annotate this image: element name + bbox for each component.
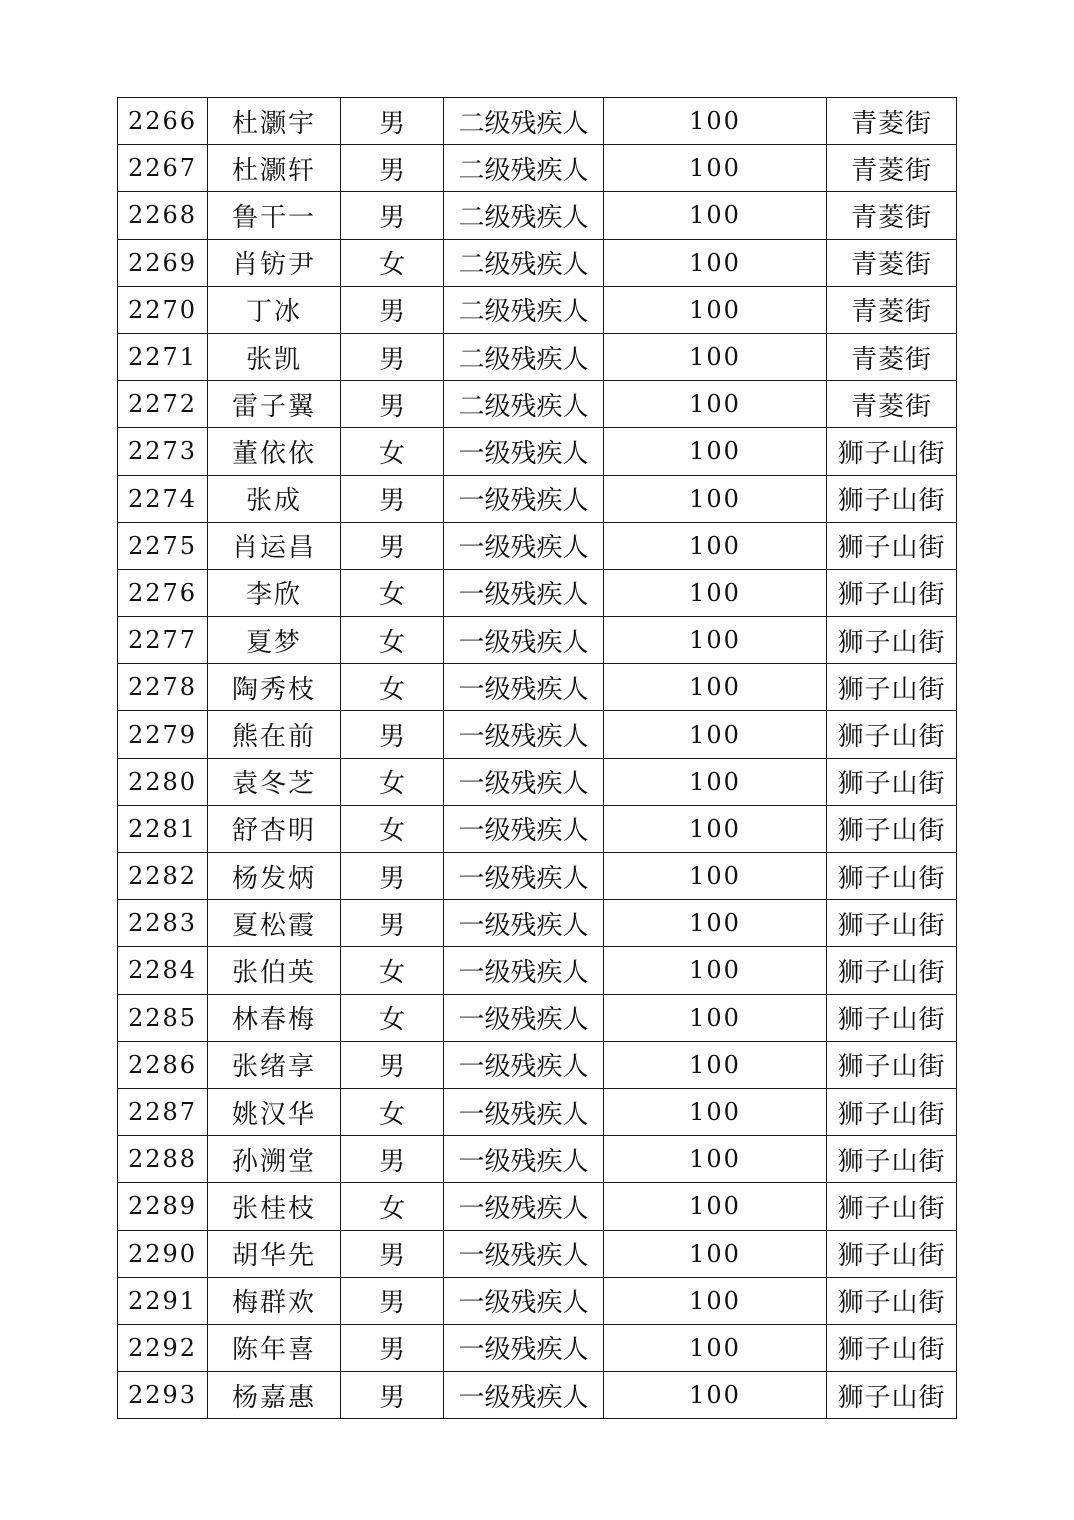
gender-cell: 女 xyxy=(341,994,444,1041)
disability-level-cell: 一级残疾人 xyxy=(444,900,604,947)
gender-cell: 女 xyxy=(341,569,444,616)
amount-cell: 100 xyxy=(604,1183,827,1230)
gender-cell: 男 xyxy=(341,475,444,522)
amount-cell: 100 xyxy=(604,145,827,192)
name-cell: 梅群欢 xyxy=(208,1277,341,1324)
gender-cell: 女 xyxy=(341,664,444,711)
table-row xyxy=(118,1324,957,1371)
amount-cell: 100 xyxy=(604,192,827,239)
amount-cell: 100 xyxy=(604,1136,827,1183)
amount-cell: 100 xyxy=(604,711,827,758)
disability-level-cell: 二级残疾人 xyxy=(444,286,604,333)
gender-cell: 女 xyxy=(341,1183,444,1230)
name-cell: 丁冰 xyxy=(208,286,341,333)
beneficiary-table xyxy=(117,97,957,1419)
serial-number-cell: 2283 xyxy=(118,900,208,947)
name-cell: 肖运昌 xyxy=(208,522,341,569)
street-cell: 青菱街 xyxy=(827,286,957,333)
amount-cell: 100 xyxy=(604,475,827,522)
serial-number-cell: 2272 xyxy=(118,381,208,428)
table-row xyxy=(118,1277,957,1324)
street-cell: 狮子山街 xyxy=(827,1230,957,1277)
name-cell: 林春梅 xyxy=(208,994,341,1041)
name-cell: 姚汉华 xyxy=(208,1088,341,1135)
amount-cell: 100 xyxy=(604,994,827,1041)
table-row xyxy=(118,98,957,145)
street-cell: 狮子山街 xyxy=(827,664,957,711)
name-cell: 雷子翼 xyxy=(208,381,341,428)
street-cell: 狮子山街 xyxy=(827,711,957,758)
gender-cell: 男 xyxy=(341,98,444,145)
disability-level-cell: 一级残疾人 xyxy=(444,1041,604,1088)
name-cell: 张伯英 xyxy=(208,947,341,994)
amount-cell: 100 xyxy=(604,98,827,145)
gender-cell: 男 xyxy=(341,192,444,239)
table-row xyxy=(118,758,957,805)
street-cell: 狮子山街 xyxy=(827,1041,957,1088)
street-cell: 狮子山街 xyxy=(827,1183,957,1230)
gender-cell: 男 xyxy=(341,1324,444,1371)
table-row xyxy=(118,1088,957,1135)
name-cell: 杨发炳 xyxy=(208,853,341,900)
amount-cell: 100 xyxy=(604,1088,827,1135)
table-row xyxy=(118,428,957,475)
street-cell: 狮子山街 xyxy=(827,522,957,569)
street-cell: 狮子山街 xyxy=(827,428,957,475)
table-row xyxy=(118,617,957,664)
table-row xyxy=(118,145,957,192)
serial-number-cell: 2266 xyxy=(118,98,208,145)
table-row xyxy=(118,947,957,994)
gender-cell: 女 xyxy=(341,428,444,475)
disability-level-cell: 二级残疾人 xyxy=(444,192,604,239)
disability-level-cell: 一级残疾人 xyxy=(444,522,604,569)
gender-cell: 男 xyxy=(341,1230,444,1277)
serial-number-cell: 2291 xyxy=(118,1277,208,1324)
serial-number-cell: 2271 xyxy=(118,333,208,380)
street-cell: 狮子山街 xyxy=(827,853,957,900)
amount-cell: 100 xyxy=(604,381,827,428)
amount-cell: 100 xyxy=(604,853,827,900)
gender-cell: 男 xyxy=(341,853,444,900)
table-row xyxy=(118,1041,957,1088)
serial-number-cell: 2269 xyxy=(118,239,208,286)
name-cell: 陈年喜 xyxy=(208,1324,341,1371)
table-row xyxy=(118,994,957,1041)
amount-cell: 100 xyxy=(604,900,827,947)
serial-number-cell: 2267 xyxy=(118,145,208,192)
disability-level-cell: 二级残疾人 xyxy=(444,381,604,428)
table-body xyxy=(118,98,957,1419)
gender-cell: 男 xyxy=(341,1277,444,1324)
name-cell: 张桂枝 xyxy=(208,1183,341,1230)
table-row xyxy=(118,522,957,569)
gender-cell: 女 xyxy=(341,617,444,664)
name-cell: 孙溯堂 xyxy=(208,1136,341,1183)
serial-number-cell: 2281 xyxy=(118,805,208,852)
street-cell: 狮子山街 xyxy=(827,1372,957,1419)
street-cell: 青菱街 xyxy=(827,333,957,380)
serial-number-cell: 2273 xyxy=(118,428,208,475)
name-cell: 肖钫尹 xyxy=(208,239,341,286)
serial-number-cell: 2275 xyxy=(118,522,208,569)
disability-level-cell: 一级残疾人 xyxy=(444,1277,604,1324)
name-cell: 李欣 xyxy=(208,569,341,616)
table-row xyxy=(118,711,957,758)
table-row xyxy=(118,239,957,286)
gender-cell: 女 xyxy=(341,947,444,994)
amount-cell: 100 xyxy=(604,805,827,852)
table-row xyxy=(118,1183,957,1230)
serial-number-cell: 2280 xyxy=(118,758,208,805)
name-cell: 杨嘉惠 xyxy=(208,1372,341,1419)
street-cell: 狮子山街 xyxy=(827,1324,957,1371)
serial-number-cell: 2274 xyxy=(118,475,208,522)
gender-cell: 男 xyxy=(341,1372,444,1419)
disability-level-cell: 一级残疾人 xyxy=(444,947,604,994)
serial-number-cell: 2284 xyxy=(118,947,208,994)
street-cell: 狮子山街 xyxy=(827,994,957,1041)
name-cell: 张绪享 xyxy=(208,1041,341,1088)
disability-level-cell: 一级残疾人 xyxy=(444,758,604,805)
name-cell: 张凯 xyxy=(208,333,341,380)
serial-number-cell: 2279 xyxy=(118,711,208,758)
gender-cell: 男 xyxy=(341,522,444,569)
name-cell: 鲁干一 xyxy=(208,192,341,239)
serial-number-cell: 2276 xyxy=(118,569,208,616)
name-cell: 夏松霞 xyxy=(208,900,341,947)
table-row xyxy=(118,286,957,333)
name-cell: 熊在前 xyxy=(208,711,341,758)
street-cell: 狮子山街 xyxy=(827,569,957,616)
amount-cell: 100 xyxy=(604,1041,827,1088)
name-cell: 杜灏宇 xyxy=(208,98,341,145)
gender-cell: 女 xyxy=(341,1088,444,1135)
gender-cell: 男 xyxy=(341,1041,444,1088)
gender-cell: 男 xyxy=(341,900,444,947)
disability-level-cell: 一级残疾人 xyxy=(444,805,604,852)
disability-level-cell: 一级残疾人 xyxy=(444,853,604,900)
serial-number-cell: 2268 xyxy=(118,192,208,239)
serial-number-cell: 2286 xyxy=(118,1041,208,1088)
disability-level-cell: 一级残疾人 xyxy=(444,1372,604,1419)
street-cell: 狮子山街 xyxy=(827,758,957,805)
gender-cell: 男 xyxy=(341,145,444,192)
serial-number-cell: 2278 xyxy=(118,664,208,711)
amount-cell: 100 xyxy=(604,617,827,664)
gender-cell: 男 xyxy=(341,711,444,758)
disability-level-cell: 一级残疾人 xyxy=(444,664,604,711)
disability-level-cell: 二级残疾人 xyxy=(444,239,604,286)
amount-cell: 100 xyxy=(604,1230,827,1277)
serial-number-cell: 2292 xyxy=(118,1324,208,1371)
name-cell: 袁冬芝 xyxy=(208,758,341,805)
disability-level-cell: 一级残疾人 xyxy=(444,1183,604,1230)
name-cell: 夏梦 xyxy=(208,617,341,664)
table-row xyxy=(118,475,957,522)
street-cell: 狮子山街 xyxy=(827,1277,957,1324)
gender-cell: 女 xyxy=(341,805,444,852)
amount-cell: 100 xyxy=(604,1372,827,1419)
amount-cell: 100 xyxy=(604,1277,827,1324)
table-row xyxy=(118,853,957,900)
street-cell: 狮子山街 xyxy=(827,475,957,522)
street-cell: 狮子山街 xyxy=(827,947,957,994)
table-row xyxy=(118,1372,957,1419)
serial-number-cell: 2277 xyxy=(118,617,208,664)
table-row xyxy=(118,192,957,239)
disability-level-cell: 一级残疾人 xyxy=(444,569,604,616)
street-cell: 狮子山街 xyxy=(827,805,957,852)
amount-cell: 100 xyxy=(604,286,827,333)
street-cell: 狮子山街 xyxy=(827,617,957,664)
disability-level-cell: 二级残疾人 xyxy=(444,98,604,145)
street-cell: 狮子山街 xyxy=(827,1088,957,1135)
street-cell: 狮子山街 xyxy=(827,1136,957,1183)
street-cell: 狮子山街 xyxy=(827,900,957,947)
street-cell: 青菱街 xyxy=(827,145,957,192)
amount-cell: 100 xyxy=(604,522,827,569)
gender-cell: 男 xyxy=(341,381,444,428)
gender-cell: 男 xyxy=(341,286,444,333)
disability-level-cell: 二级残疾人 xyxy=(444,333,604,380)
serial-number-cell: 2285 xyxy=(118,994,208,1041)
disability-level-cell: 一级残疾人 xyxy=(444,1088,604,1135)
table-row xyxy=(118,569,957,616)
disability-level-cell: 一级残疾人 xyxy=(444,1230,604,1277)
table-row xyxy=(118,381,957,428)
street-cell: 青菱街 xyxy=(827,239,957,286)
street-cell: 青菱街 xyxy=(827,381,957,428)
amount-cell: 100 xyxy=(604,664,827,711)
amount-cell: 100 xyxy=(604,1324,827,1371)
name-cell: 董依依 xyxy=(208,428,341,475)
street-cell: 青菱街 xyxy=(827,192,957,239)
disability-level-cell: 一级残疾人 xyxy=(444,711,604,758)
serial-number-cell: 2293 xyxy=(118,1372,208,1419)
gender-cell: 女 xyxy=(341,758,444,805)
disability-level-cell: 一级残疾人 xyxy=(444,1324,604,1371)
disability-level-cell: 一级残疾人 xyxy=(444,428,604,475)
amount-cell: 100 xyxy=(604,239,827,286)
disability-level-cell: 一级残疾人 xyxy=(444,475,604,522)
serial-number-cell: 2282 xyxy=(118,853,208,900)
serial-number-cell: 2287 xyxy=(118,1088,208,1135)
disability-level-cell: 一级残疾人 xyxy=(444,1136,604,1183)
gender-cell: 女 xyxy=(341,239,444,286)
table-row xyxy=(118,664,957,711)
amount-cell: 100 xyxy=(604,333,827,380)
serial-number-cell: 2290 xyxy=(118,1230,208,1277)
serial-number-cell: 2289 xyxy=(118,1183,208,1230)
disability-level-cell: 二级残疾人 xyxy=(444,145,604,192)
amount-cell: 100 xyxy=(604,758,827,805)
disability-level-cell: 一级残疾人 xyxy=(444,617,604,664)
table-row xyxy=(118,1230,957,1277)
amount-cell: 100 xyxy=(604,569,827,616)
name-cell: 舒杏明 xyxy=(208,805,341,852)
table-row xyxy=(118,1136,957,1183)
table-row xyxy=(118,900,957,947)
gender-cell: 男 xyxy=(341,333,444,380)
street-cell: 青菱街 xyxy=(827,98,957,145)
amount-cell: 100 xyxy=(604,428,827,475)
name-cell: 胡华先 xyxy=(208,1230,341,1277)
serial-number-cell: 2270 xyxy=(118,286,208,333)
table-row xyxy=(118,333,957,380)
disability-level-cell: 一级残疾人 xyxy=(444,994,604,1041)
gender-cell: 男 xyxy=(341,1136,444,1183)
serial-number-cell: 2288 xyxy=(118,1136,208,1183)
name-cell: 张成 xyxy=(208,475,341,522)
name-cell: 杜灏轩 xyxy=(208,145,341,192)
amount-cell: 100 xyxy=(604,947,827,994)
table-row xyxy=(118,805,957,852)
name-cell: 陶秀枝 xyxy=(208,664,341,711)
